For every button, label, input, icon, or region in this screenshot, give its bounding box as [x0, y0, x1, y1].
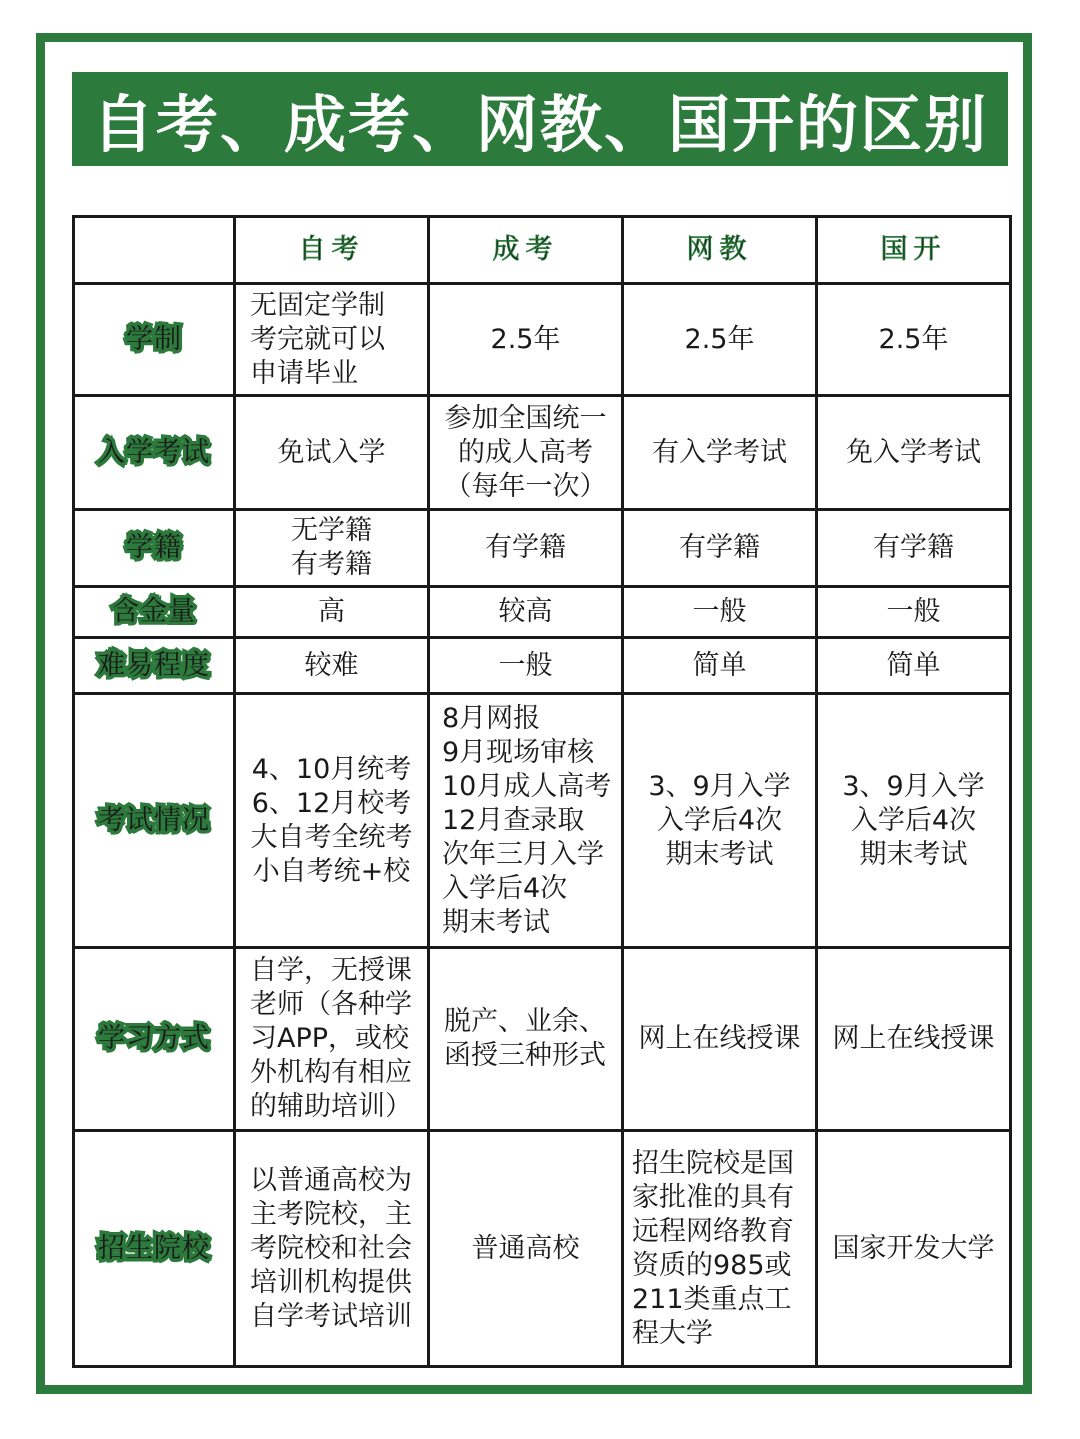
title-banner	[72, 72, 1008, 166]
table-row	[74, 948, 1011, 1131]
row-label-nanyi-chengdu: 难易程度	[74, 638, 235, 694]
corner-cell	[74, 217, 235, 284]
table-row	[74, 587, 1011, 638]
table-cell: 简单	[623, 638, 817, 694]
table-cell: 免试入学	[235, 396, 429, 510]
column-header-zikao: 自考	[235, 217, 429, 284]
table-cell: 一般	[623, 587, 817, 638]
table-cell: 无固定学制 考完就可以 申请毕业	[235, 284, 429, 396]
table-cell: 2.5年	[817, 284, 1011, 396]
table-cell: 国家开发大学	[817, 1131, 1011, 1367]
table-row	[74, 510, 1011, 587]
table-cell: 有学籍	[429, 510, 623, 587]
table-cell: 自学，无授课 老师（各种学 习APP，或校 外机构有相应 的辅助培训）	[235, 948, 429, 1131]
row-label-hanjinliang: 含金量	[74, 587, 235, 638]
table-cell: 无学籍 有考籍	[235, 510, 429, 587]
table-row	[74, 284, 1011, 396]
table-cell: 8月网报 9月现场审核 10月成人高考 12月查录取 次年三月入学 入学后4次 期末考试	[429, 694, 623, 948]
column-header-chengkao: 成考	[429, 217, 623, 284]
table-cell: 高	[235, 587, 429, 638]
table-row	[74, 694, 1011, 948]
table-cell: 简单	[817, 638, 1011, 694]
table-cell: 参加全国统一 的成人高考 （每年一次）	[429, 396, 623, 510]
table-cell: 免入学考试	[817, 396, 1011, 510]
row-label-zhaosheng-yuanxiao: 招生院校	[74, 1131, 235, 1367]
row-label-kaoshi-qingkuang: 考试情况	[74, 694, 235, 948]
table-cell: 脱产、业余、 函授三种形式	[429, 948, 623, 1131]
header-row	[74, 217, 1011, 284]
table-cell: 以普通高校为 主考院校，主 考院校和社会 培训机构提供 自学考试培训	[235, 1131, 429, 1367]
column-header-guokai: 国开	[817, 217, 1011, 284]
table-cell: 网上在线授课	[623, 948, 817, 1131]
row-label-ruxue-kaoshi: 入学考试	[74, 396, 235, 510]
table-cell: 一般	[817, 587, 1011, 638]
column-header-wangjiao: 网教	[623, 217, 817, 284]
table-cell: 普通高校	[429, 1131, 623, 1367]
table-cell: 有学籍	[623, 510, 817, 587]
table-cell: 招生院校是国 家批准的具有 远程网络教育 资质的985或 211类重点工 程大学	[623, 1131, 817, 1367]
table-row	[74, 638, 1011, 694]
comparison-table	[72, 215, 1012, 1368]
table-cell: 较难	[235, 638, 429, 694]
row-label-xuezhi: 学制	[74, 284, 235, 396]
table-cell: 有学籍	[817, 510, 1011, 587]
page-title: 自考、成考、网教、国开的区别	[91, 87, 988, 161]
row-label-xueji: 学籍	[74, 510, 235, 587]
table-cell: 4、10月统考 6、12月校考 大自考全统考 小自考统+校	[235, 694, 429, 948]
table-cell: 有入学考试	[623, 396, 817, 510]
table-cell: 一般	[429, 638, 623, 694]
table-cell: 3、9月入学 入学后4次 期末考试	[623, 694, 817, 948]
table-cell: 2.5年	[623, 284, 817, 396]
table-cell: 网上在线授课	[817, 948, 1011, 1131]
row-label-xuexi-fangshi: 学习方式	[74, 948, 235, 1131]
table-cell: 3、9月入学 入学后4次 期末考试	[817, 694, 1011, 948]
table-cell: 2.5年	[429, 284, 623, 396]
table-row	[74, 396, 1011, 510]
table-cell: 较高	[429, 587, 623, 638]
table-row	[74, 1131, 1011, 1367]
